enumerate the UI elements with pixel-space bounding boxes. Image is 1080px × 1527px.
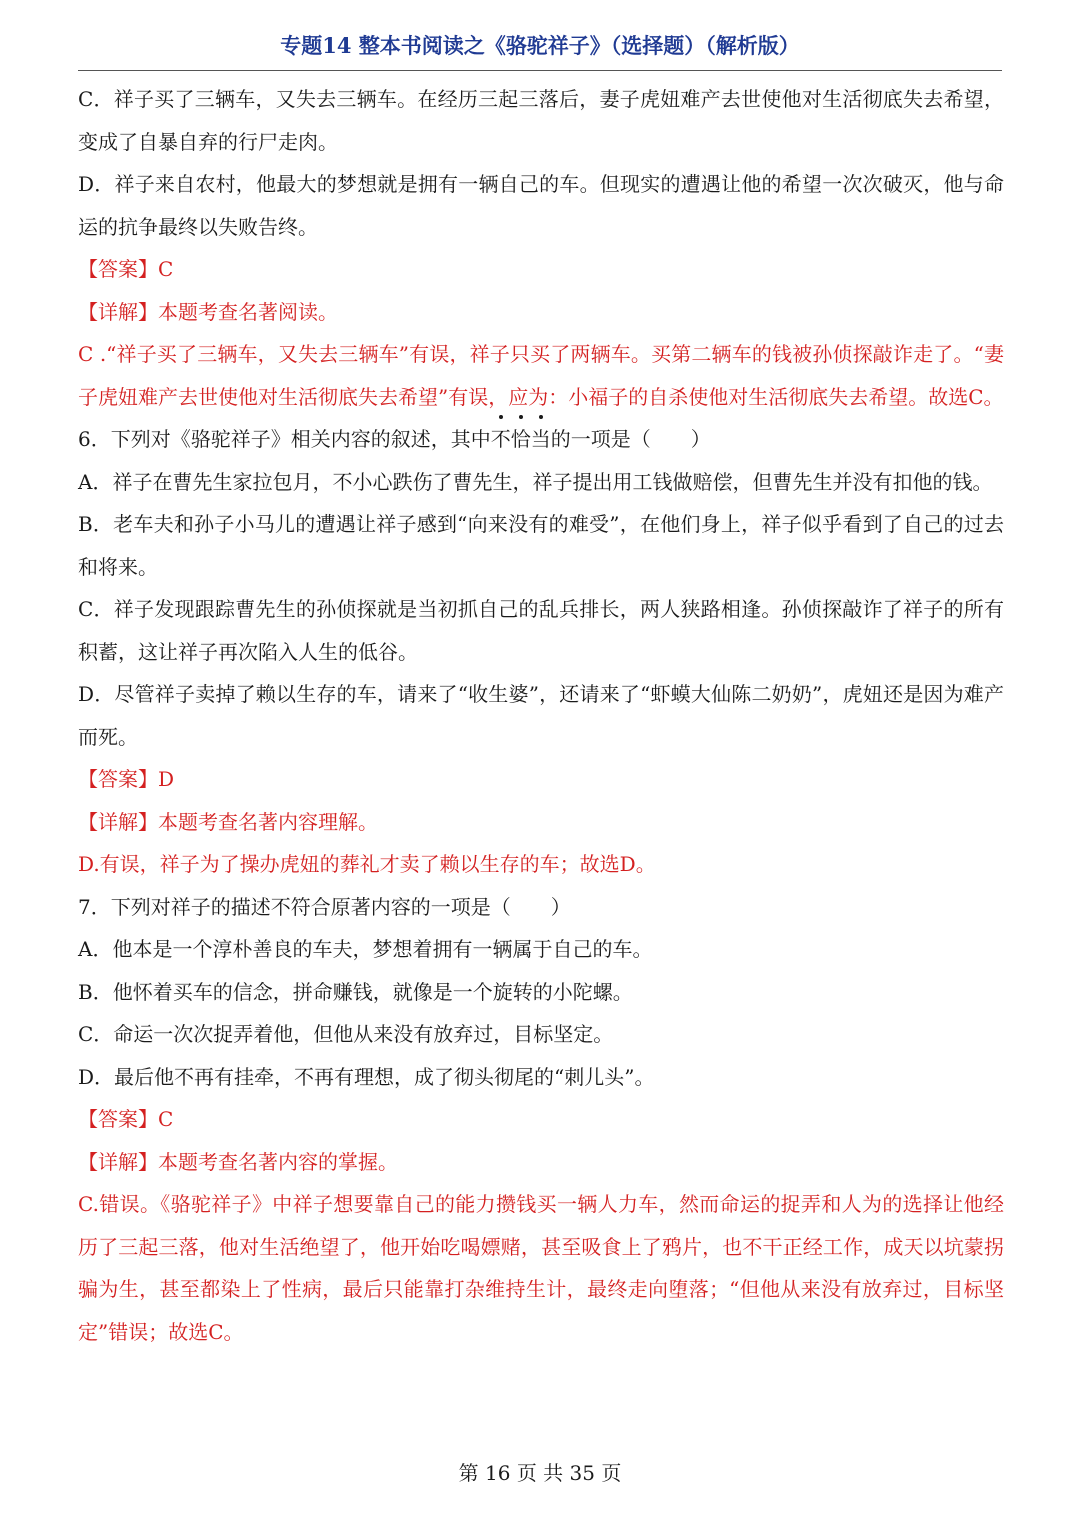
q6-stem-before: 6．下列对《骆驼祥子》相关内容的叙述，其中	[78, 427, 491, 451]
q6-option-a: A．祥子在曹先生家拉包月，不小心跌伤了曹先生，祥子提出用工钱做赔偿，但曹先生并没有扣他的钱。	[78, 469, 993, 494]
q6-emphasis-char: 恰	[511, 418, 531, 461]
q7-option-c: C．命运一次次捉弄着他，但他从来没有放弃过，目标坚定。	[78, 1022, 614, 1046]
q6-analysis: D.有误，祥子为了操办虎妞的葬礼才卖了赖以生存的车；故选D。	[78, 852, 656, 876]
q7-detail: 【详解】本题考查名著内容的掌握。	[78, 1149, 398, 1174]
page-number: 第 16 页 共 35 页	[458, 1461, 622, 1485]
q5-detail: 【详解】本题考查名著阅读。	[78, 299, 338, 324]
q6-detail: 【详解】本题考查名著内容理解。	[78, 809, 378, 834]
q6-option-d: D．尽管祥子卖掉了赖以生存的车，请来了“收生婆”，还请来了“虾蟆大仙陈二奶奶”，虎妞还是因为难产而死。	[78, 682, 1004, 749]
page-header	[78, 24, 1002, 71]
q5-option-d: D．祥子来自农村，他最大的梦想就是拥有一辆自己的车。但现实的遭遇让他的希望一次次破灭，他与命运的抗争最终以失败告终。	[78, 172, 1004, 239]
q7-option-a: A．他本是一个淳朴善良的车夫，梦想着拥有一辆属于自己的车。	[78, 937, 653, 961]
q6-answer: 【答案】D	[78, 767, 175, 791]
q7-answer: 【答案】C	[78, 1107, 174, 1131]
q5-analysis: C .“祥子买了三辆车，又失去三辆车”有误，祥子只买了两辆车。买第二辆车的钱被孙侦探敲诈走了。“妻子虎妞难产去世使他对生活彻底失去希望”有误，应为：小福子的自杀使他对生活彻底失去希望。故选C。	[78, 342, 1004, 409]
q6-emphasis-char: 不	[491, 418, 511, 461]
q6-emphasis-char: 当	[531, 418, 551, 461]
q6-stem-after: 的一项是（ ）	[550, 427, 711, 451]
q7-stem: 7．下列对祥子的描述不符合原著内容的一项是（ ）	[78, 894, 571, 919]
q6-option-c: C．祥子发现跟踪曹先生的孙侦探就是当初抓自己的乱兵排长，两人狭路相逢。孙侦探敲诈了祥子的所有积蓄，这让祥子再次陷入人生的低谷。	[78, 597, 1004, 664]
page-content	[78, 78, 1004, 1353]
q5-option-c: C．祥子买了三辆车，又失去三辆车。在经历三起三落后，妻子虎妞难产去世使他对生活彻底失去希望，变成了自暴自弃的行尸走肉。	[78, 87, 1004, 154]
q7-option-d: D．最后他不再有挂牵，不再有理想，成了彻头彻尾的“刺儿头”。	[78, 1064, 655, 1089]
q6-stem	[78, 418, 1004, 461]
header-title: 专题14 整本书阅读之《骆驼祥子》（选择题）（解析版）	[280, 33, 800, 58]
q7-option-b: B．他怀着买车的信念，拼命赚钱，就像是一个旋转的小陀螺。	[78, 979, 633, 1004]
q7-analysis: C.错误。《骆驼祥子》中祥子想要靠自己的能力攒钱买一辆人力车，然而命运的捉弄和人为的选择让他经历了三起三落，他对生活绝望了，他开始吃喝嫖赌，甚至吸食上了鸦片，也不干正经工作，成天以坑蒙拐骗为生，甚至都染上了性病，最后只能靠打杂维持生计，最终走向堕落；“但他从来没有放弃过，目标坚定”错误；故选C。	[78, 1192, 1004, 1344]
q6-option-b: B．老车夫和孙子小马儿的遭遇让祥子感到“向来没有的难受”，在他们身上，祥子似乎看到了自己的过去和将来。	[78, 512, 1004, 579]
page-footer	[0, 1458, 1080, 1488]
q5-answer: 【答案】C	[78, 257, 174, 281]
